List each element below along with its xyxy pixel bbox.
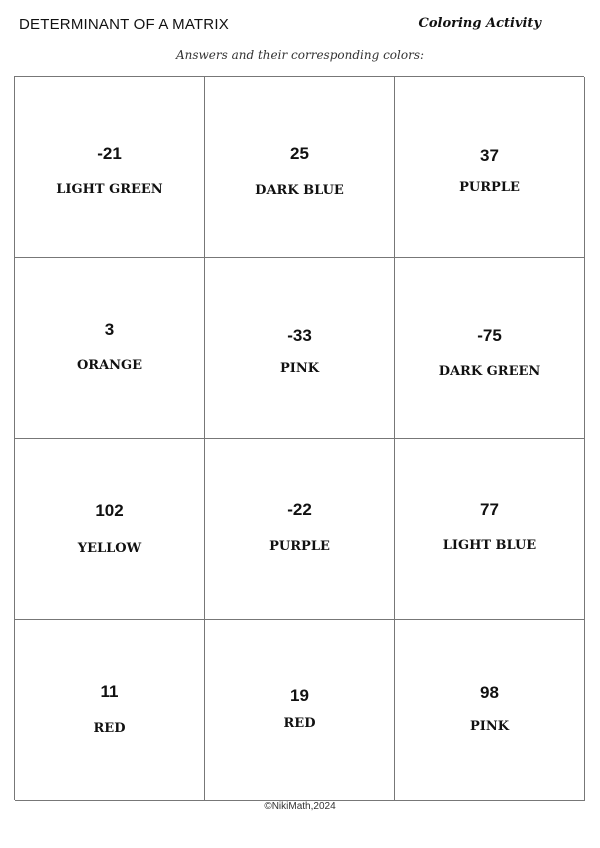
answer-value: 19 <box>290 686 309 705</box>
page-header <box>19 14 541 38</box>
answer-color: RED <box>283 716 316 731</box>
answer-cell <box>15 77 205 258</box>
answer-value: 11 <box>100 682 119 701</box>
document-title: DETERMINANT OF A MATRIX <box>19 16 229 33</box>
answer-color: YELLOW <box>77 541 142 556</box>
answer-color: PURPLE <box>269 539 330 554</box>
answer-color: DARK BLUE <box>255 183 344 198</box>
answer-color: PINK <box>469 719 510 734</box>
answer-value: -21 <box>97 144 122 163</box>
answer-value: 77 <box>480 500 499 519</box>
answer-cell <box>205 77 395 258</box>
answer-color: LIGHT GREEN <box>56 182 163 197</box>
answer-cell <box>395 439 585 620</box>
activity-label: Coloring Activity <box>418 16 541 31</box>
answer-color: DARK GREEN <box>438 364 541 379</box>
answer-color: PINK <box>279 361 320 376</box>
copyright-footer: ©NikiMath,2024 <box>264 801 336 812</box>
answer-cell <box>205 439 395 620</box>
answer-cell <box>15 439 205 620</box>
answer-cell <box>205 258 395 439</box>
answer-value: -33 <box>287 326 312 345</box>
answer-color: PURPLE <box>459 180 520 195</box>
answer-cell <box>395 258 585 439</box>
answer-value: 102 <box>95 501 124 520</box>
answer-cell <box>15 258 205 439</box>
subtitle: Answers and their corresponding colors: <box>175 48 425 62</box>
answer-color: ORANGE <box>76 358 143 373</box>
answer-cell <box>15 620 205 801</box>
answer-value: 25 <box>290 144 309 163</box>
answer-grid <box>14 76 584 800</box>
answer-value: 98 <box>480 683 499 702</box>
answer-color: LIGHT BLUE <box>442 538 537 553</box>
answer-value: 37 <box>480 146 499 165</box>
answer-cell <box>395 620 585 801</box>
answer-value: -22 <box>287 500 312 519</box>
answer-value: -75 <box>477 326 502 345</box>
answer-cell <box>395 77 585 258</box>
answer-value: 3 <box>104 320 115 339</box>
answer-cell <box>205 620 395 801</box>
answer-color: RED <box>93 721 126 736</box>
